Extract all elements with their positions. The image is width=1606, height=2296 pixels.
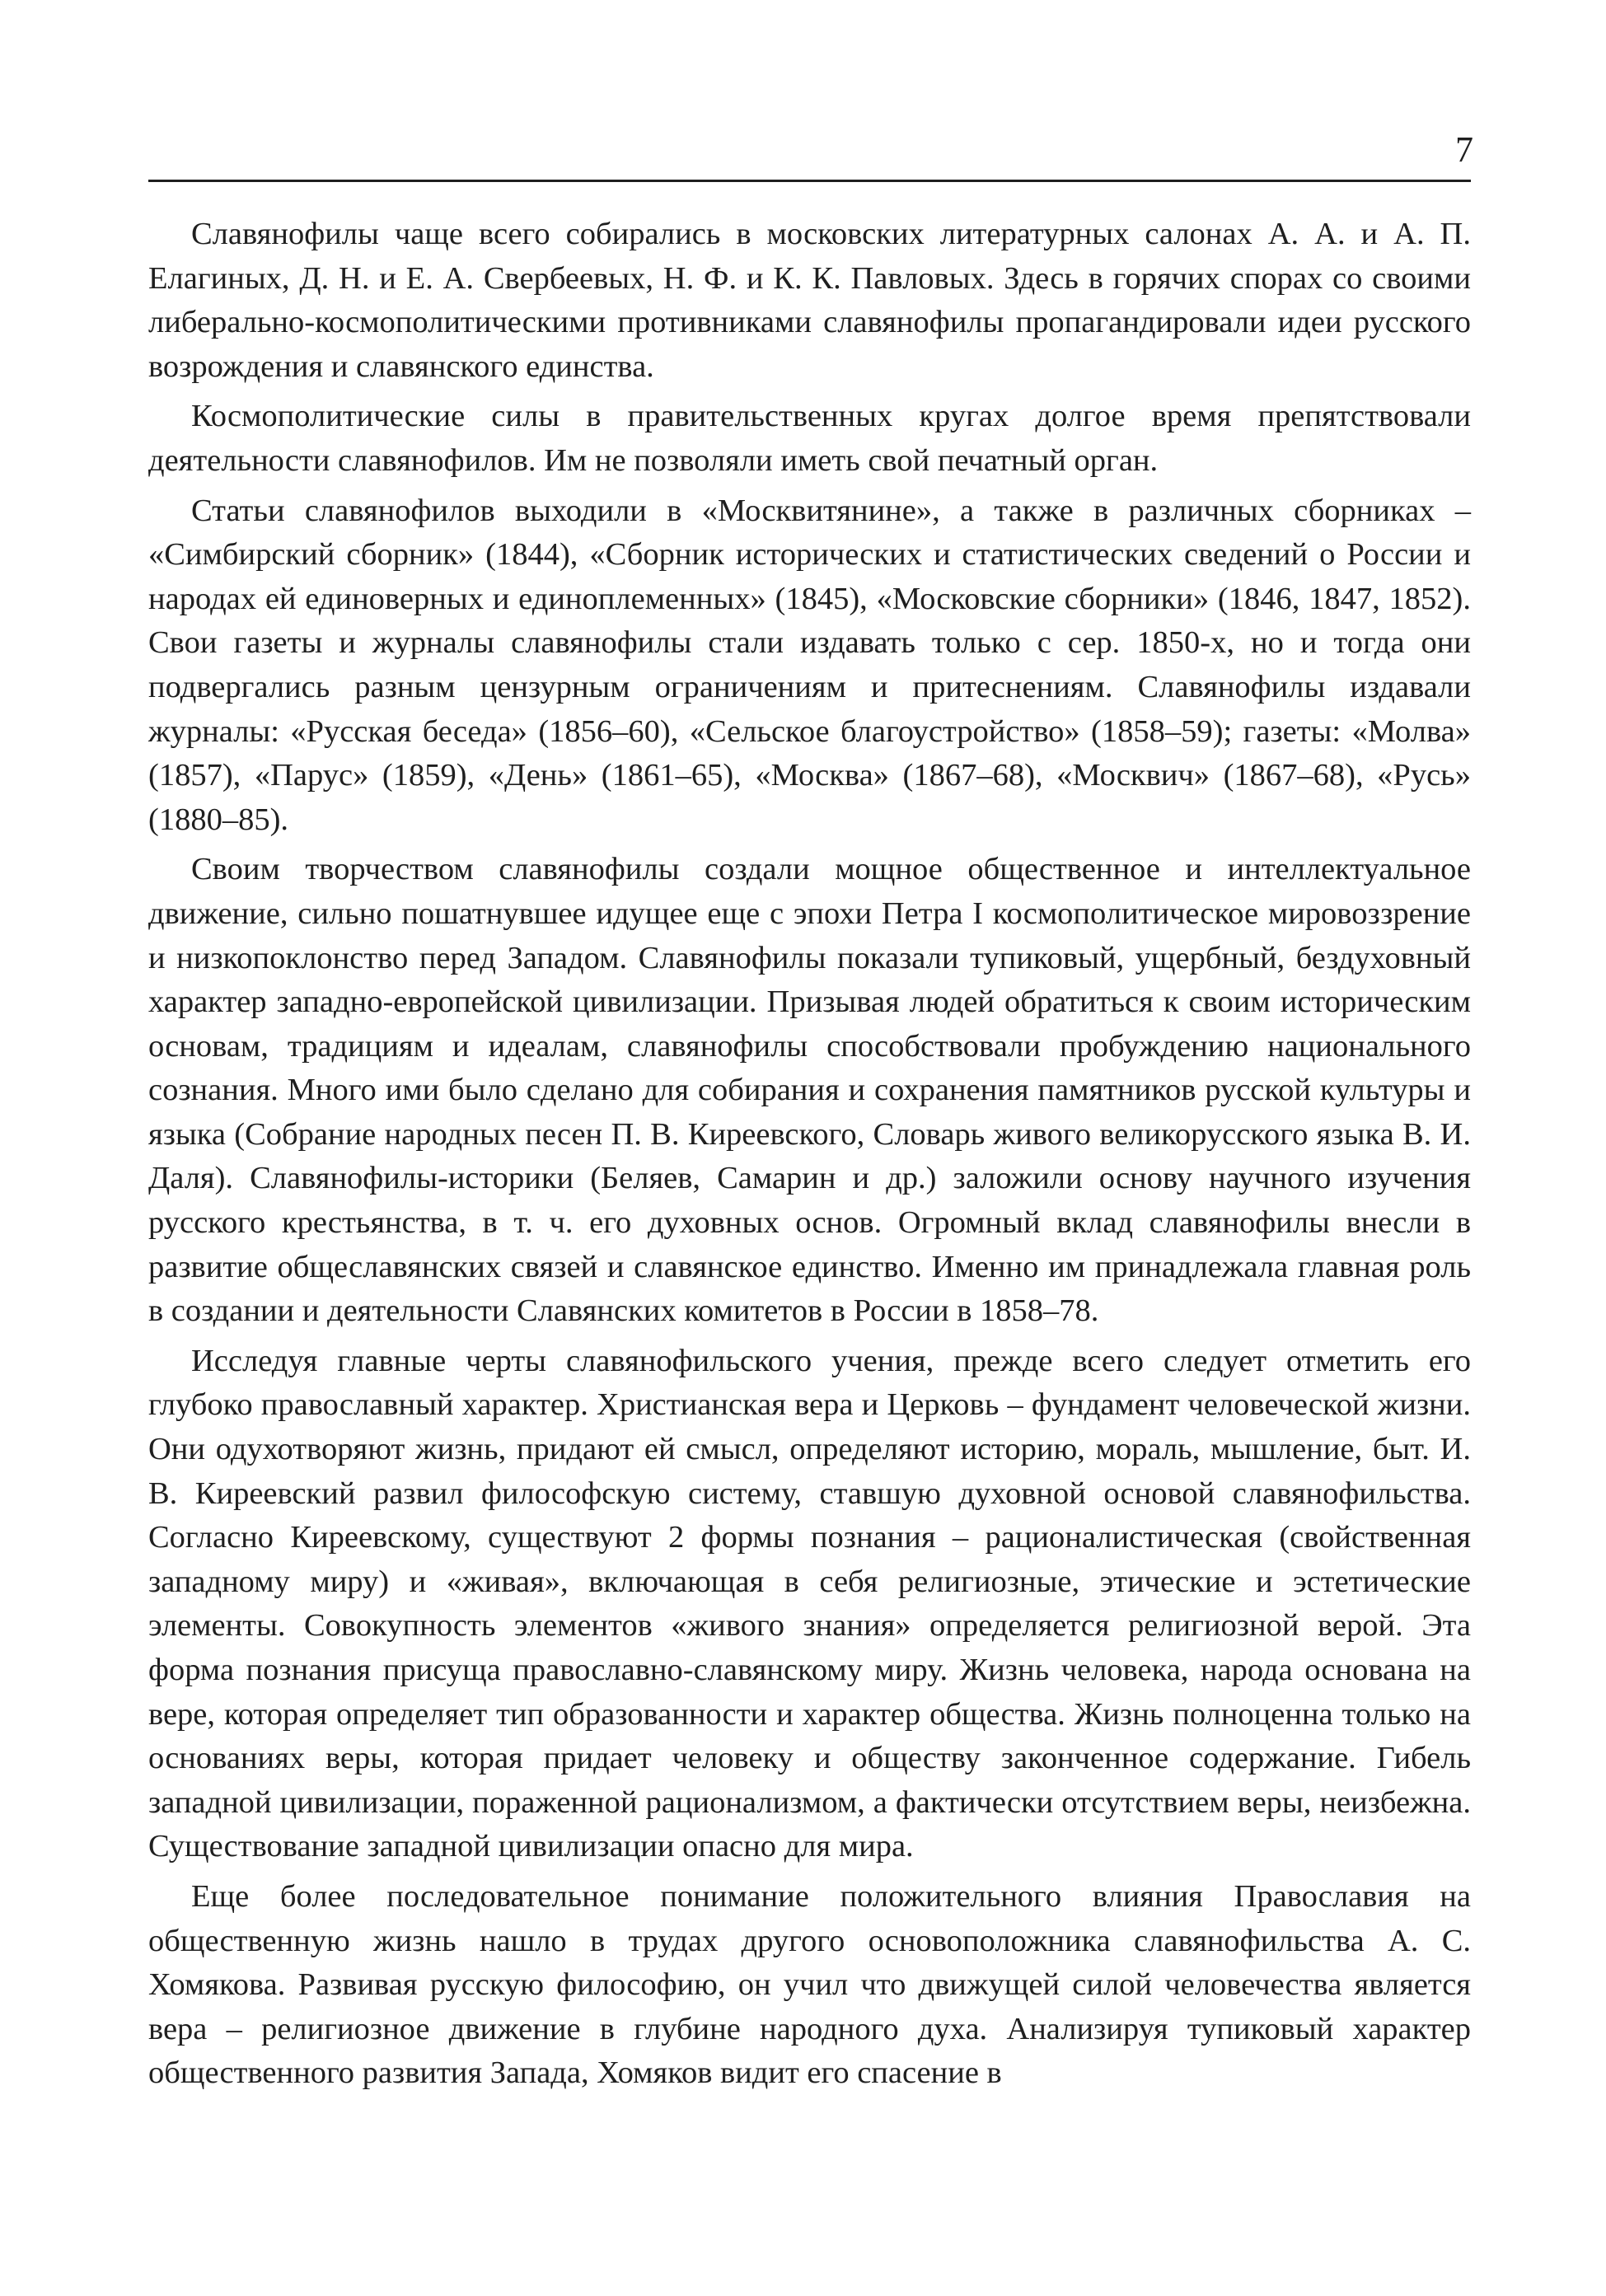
text-body — [148, 213, 1471, 2096]
paragraph-2: Космополитические силы в правительственных кругах долгое время препятствовали деятельности славянофилов. Им не позволяли иметь свой печатный орган. — [148, 399, 1471, 478]
paragraph-6: Еще более последовательное понимание положительного влияния Православия на общественную жизнь нашло в трудах другого основоположника славянофильства А. С. Хомякова. Развивая русскую философию, он учил что движущей силой человечества является вера – религиозное движение в глубине народного духа. Анализируя тупиковый характер общественного развития Запада, Хомяков видит его спасение в — [148, 1878, 1471, 2091]
paragraph-4: Своим творчеством славянофилы создали мощное общественное и интеллектуальное движение, сильно пошатнувшее идущее еще с эпохи Петра I космополитическое мировоззрение и низкопоклонство перед Западом. Славянофилы показали тупиковый, ущербный, бездуховный характер западно-европейской цивилизации. Призывая людей обратиться к своим историческим основам, традициям и идеалам, славянофилы способствовали пробуждению национального сознания. Много ими было сделано для собирания и сохранения памятников русской культуры и языка (Собрание народных песен П. В. Киреевского, Словарь живого великорусского языка В. И. Даля). Славянофилы-историки (Беляев, Самарин и др.) заложили основу научного изучения русского крестьянства, в т. ч. его духовных основ. Огромный вклад славянофилы внесли в развитие общеславянских связей и славянское единство. Именно им принадлежала главная роль в создании и деятельности Славянских комитетов в России в 1858–78. — [148, 852, 1471, 1329]
paragraph-3: Статьи славянофилов выходили в «Москвитянине», а также в различных сборниках – «Симбирский сборник» (1844), «Сборник исторических и статистических сведений о России и народах ей единоверных и единоплеменных» (1845), «Московские сборники» (1846, 1847, 1852). Свои газеты и журналы славянофилы стали издавать только с сер. 1850-х, но и тогда они подвергались разным цензурным ограничениям и притеснениям. Славянофилы издавали журналы: «Русская беседа» (1856–60), «Сельское благоустройство» (1858–59); газеты: «Молва» (1857), «Парус» (1859), «День» (1861–65), «Москва» (1867–68), «Москвич» (1867–68), «Русь» (1880–85). — [148, 493, 1471, 837]
paragraph-5: Исследуя главные черты славянофильского учения, прежде всего следует отметить его глубоко православный характер. Христианская вера и Церковь – фундамент человеческой жизни. Они одухотворяют жизнь, придают ей смысл, определяют историю, мораль, мышление, быт. И. В. Киреевский развил философскую систему, ставшую духовной основой славянофильства. Согласно Киреевскому, существуют 2 формы познания – рационалистическая (свойственная западному миру) и «живая», включающая в себя религиозные, этические и эстетические элементы. Совокупность элементов «живого знания» определяется религиозной верой. Эта форма познания присуща православно-славянскому миру. Жизнь человека, народа основана на вере, которая определяет тип образованности и характер общества. Жизнь полноценна только на основаниях веры, которая придает человеку и обществу законченное содержание. Гибель западной цивилизации, пораженной рационализмом, а фактически отсутствием веры, неизбежна. Существование западной цивилизации опасно для мира. — [148, 1343, 1471, 1864]
header-rule — [148, 180, 1471, 182]
paragraph-1: Славянофилы чаще всего собирались в московских литературных салонах А. А. и А. П. Елагиных, Д. Н. и Е. А. Свербеевых, Н. Ф. и К. К. Павловых. Здесь в горячих спорах со своими либерально-космополитическими противниками славянофилы пропагандировали идеи русского возрождения и славянского единства. — [148, 217, 1471, 384]
page-number: 7 — [1455, 129, 1473, 170]
